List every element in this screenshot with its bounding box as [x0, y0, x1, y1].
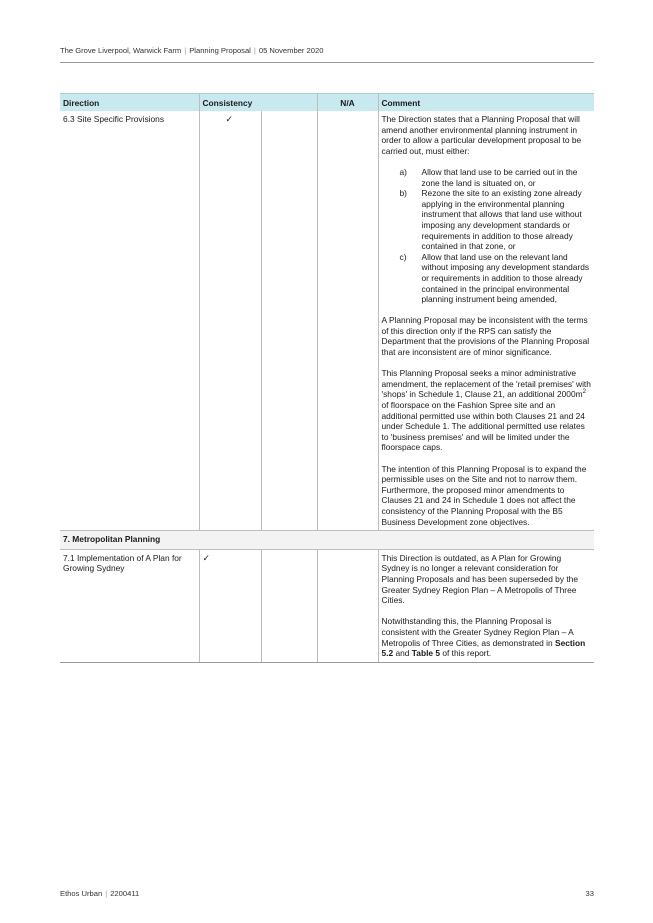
header-doc-type: Planning Proposal: [189, 46, 251, 55]
comment-intro: The Direction states that a Planning Proposal that will amend another environmental planning instrument in order to allow a particular development proposal to be carried out, must either:: [381, 114, 582, 156]
header-date: 05 November 2020: [258, 46, 324, 55]
column-header-na: N/A: [317, 94, 378, 112]
column-header-comment: Comment: [378, 94, 594, 112]
directions-table: [60, 93, 594, 663]
consistency-check-cell: ✓: [199, 111, 261, 531]
comment-paragraph: This Planning Proposal seeks a minor administrative amendment, the replacement of the 'retail premises' with 'shops' in Schedule 1, Clause 21, an additional $2000m^2$ of floorspace on the Fashion Spree site and an additional permitted use within both Clauses 21 and 24 under Schedule 1. The additional permitted use relates to 'business premises' and will be limited under the floorspace caps.: [381, 368, 591, 453]
comment-paragraph: The intention of this Planning Proposal is to expand the permissible uses on the Site and not to narrow them. Furthermore, the proposed minor amendments to Clauses 21 and 24 in Schedule 1 does not affect the consistency of the Planning Proposal with the B5 Business Development zone objectives.: [381, 463, 587, 527]
table-header-row: [60, 94, 594, 112]
comment-cell: [378, 549, 594, 662]
consistency-check-cell: ✓: [199, 549, 261, 662]
comment-paragraph: Notwithstanding this, the Planning Proposal is consistent with the Greater Sydney Region Plan – A Metropolis of Three Cities, as demonstrated in Section 5.2 and Table 5 of this report.: [381, 616, 586, 659]
column-header-consistency: Consistency: [199, 94, 317, 112]
table-reference: Table 5: [411, 648, 441, 659]
table-row: [60, 111, 594, 531]
list-item: c) Allow that land use on the relevant land without imposing any development standards or requirements in addition to those already contained in the principal environmental planning instrument being amended,: [399, 251, 590, 305]
empty-cell: [261, 549, 317, 662]
page-number: 33: [585, 889, 594, 898]
comment-paragraph: A Planning Proposal may be inconsistent with the terms of this direction only if the RPS can satisfy the Department that the provisions of the Planning Proposal that are inconsistent are of minor significance.: [381, 315, 590, 358]
empty-cell: [261, 111, 317, 531]
footer-ref: 2200411: [110, 889, 140, 898]
section-row: [60, 531, 594, 550]
direction-cell: 7.1 Implementation of A Plan for Growing Sydney: [60, 549, 199, 662]
comment-paragraph: This Direction is outdated, as A Plan for Growing Sydney is no longer a relevant consideration for Planning Proposals and has been superseded by the Greater Sydney Region Plan – A Metropolis of Three Cities.: [381, 552, 578, 606]
direction-cell: 6.3 Site Specific Provisions: [63, 114, 165, 124]
column-header-direction: Direction: [60, 94, 199, 112]
page-header: The Grove Liverpool, Warwick Farm | Planning Proposal | 05 November 2020: [60, 46, 324, 55]
table-row: [60, 549, 594, 662]
footer-company: Ethos Urban: [60, 889, 103, 898]
requirement-list: [382, 167, 592, 305]
section-heading: 7. Metropolitan Planning: [60, 531, 594, 550]
comment-cell: [378, 111, 594, 531]
na-cell: [317, 111, 378, 531]
section-reference: Section 5.2: [381, 637, 586, 659]
list-item: b) Rezone the site to an existing zone already applying in the environmental planning instrument that allows that land use without imposing any development standards or requirements in addition to those already contained in that zone, or: [399, 188, 582, 252]
list-item: a) Allow that land use to be carried out in the zone the land is situated on, or: [399, 166, 578, 188]
header-project: The Grove Liverpool, Warwick Farm: [60, 46, 182, 55]
page-footer: Ethos Urban | 2200411 33: [60, 889, 594, 898]
header-divider: [60, 62, 594, 63]
na-cell: [317, 549, 378, 662]
